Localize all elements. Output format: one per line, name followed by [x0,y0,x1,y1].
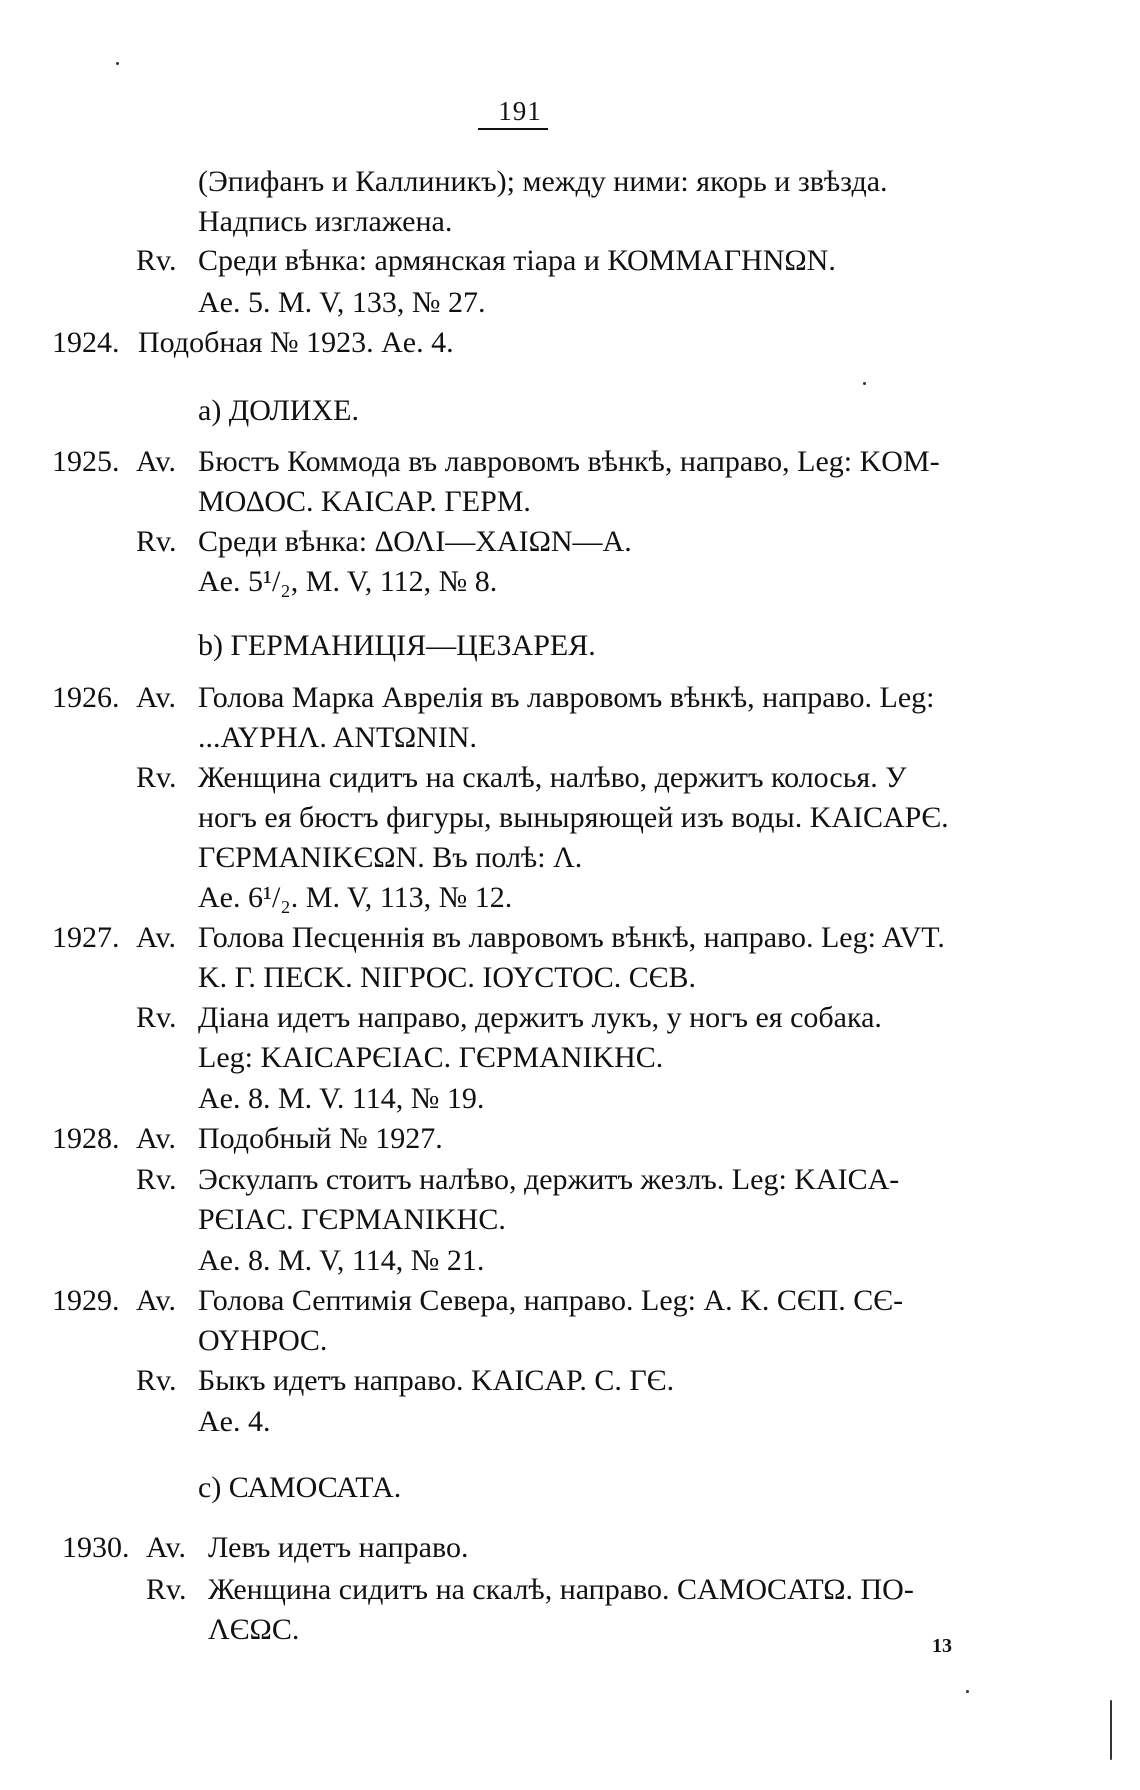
text-line: ногъ ея бюстъ фигуры, выныряющей изъ воды. ΚΑΙCΑΡЄ. [198,801,949,834]
scan-speck [116,62,119,65]
page-number: 191 [498,96,542,126]
reverse-label: Rv. [136,1163,177,1196]
text-line: Женщина сидитъ на скалѣ, направо. CΑΜΟCΑΤΩ. ΠΟ- [208,1573,914,1606]
text-line: Κ. Γ. ΠΕCΚ. ΝΙΓΡΟC. ΙΟΥCΤΟC. CЄΒ. [198,961,697,994]
reverse-label: Rv. [136,761,177,794]
obverse-label: Av. [136,1284,176,1317]
text-line: ΜΟΔΟC. ΚΑΙCΑΡ. ΓΕΡΜ. [198,485,531,518]
page-number-rule [478,128,548,130]
text-line: Бюстъ Коммода въ лавровомъ вѣнкѣ, направо, Leg: KOM- [198,445,940,478]
section-heading: a) ДОЛИХЕ. [198,394,359,427]
text-line: Ae. 6¹/₂. M. V, 113, № 12. [198,881,513,914]
text-line: Ae. 4. [198,1405,271,1438]
text-line: Среди вѣнка: армянская тіара и ΚΟΜΜΑΓΗΝΩΝ. [198,244,836,277]
text-line: Leg: ΚΑΙCΑΡЄΙΑC. ΓЄΡΜΑΝΙΚΗC. [198,1041,664,1074]
text-line: Ae. 5. M. V, 133, № 27. [198,286,486,319]
text-line: Діана идетъ направо, держитъ лукъ, у ногъ ея собака. [198,1001,882,1034]
reverse-label: Rv. [136,244,177,277]
reverse-label: Rv. [136,1364,177,1397]
obverse-label: Av. [136,445,176,478]
entry-number: 1929. [52,1284,120,1317]
text-line: Надпись изглажена. [198,205,453,238]
reverse-label: Rv. [146,1573,187,1606]
entry-number: 1924. [52,326,120,359]
text-line: Быкъ идетъ направо. ΚΑΙCΑΡ. C. ΓЄ. [198,1364,675,1397]
obverse-label: Av. [136,1122,176,1155]
text-line: Голова Септимія Севера, направо. Leg: Α. Κ. CЄΠ. CЄ- [198,1284,904,1317]
entry-number: 1928. [52,1122,120,1155]
obverse-label: Av. [146,1531,186,1564]
text-line: Женщина сидитъ на скалѣ, налѣво, держитъ колосья. У [198,761,907,794]
text-line: Среди вѣнка: ΔΟΛΙ—ΧΑΙΩΝ—Α. [198,525,632,558]
signature-mark: 13 [932,1635,952,1657]
text-line: ΡЄΙΑC. ΓЄΡΜΑΝΙΚΗC. [198,1203,506,1236]
text-line: Эскулапъ стоитъ налѣво, держитъ жезлъ. Leg: ΚΑΙCΑ- [198,1163,900,1196]
text-line: ...ΑΥΡΗΛ. ΑΝΤΩΝΙΝ. [198,721,477,754]
text-line: Ae. 8. M. V, 114, № 21. [198,1244,485,1277]
text-line: (Эпифанъ и Каллиникъ); между ними: якорь и звѣзда. [198,165,888,198]
text-line: Голова Песценнія въ лавровомъ вѣнкѣ, направо. Leg: AVT. [198,921,945,954]
section-heading: c) САМОСАТА. [198,1471,402,1504]
entry-number: 1930. [62,1531,130,1564]
entry-number: 1926. [52,681,120,714]
text-line: Голова Марка Аврелія въ лавровомъ вѣнкѣ, направо. Leg: [198,681,935,714]
scan-speck [966,1690,969,1693]
text-line: Подобная № 1923. Ae. 4. [138,326,454,359]
reverse-label: Rv. [136,525,177,558]
obverse-label: Av. [136,921,176,954]
text-line: ΓЄΡΜΑΝΙΚЄΩΝ. Въ полѣ: Λ. [198,841,583,874]
text-line: Ae. 8. M. V. 114, № 19. [198,1082,485,1115]
text-line: Подобный № 1927. [198,1122,443,1155]
scan-speck [863,382,866,385]
section-heading: b) ГЕРМАНИЦІЯ—ЦЕЗАРЕЯ. [198,629,596,662]
text-line: Левъ идетъ направо. [208,1531,469,1564]
text-line: ΟΥΗΡΟC. [198,1324,328,1357]
text-line: ΛЄΩC. [208,1613,300,1646]
entry-number: 1927. [52,921,120,954]
scan-edge-mark [1110,1700,1112,1760]
entry-number: 1925. [52,445,120,478]
text-line: Ae. 5¹/₂, M. V, 112, № 8. [198,565,498,598]
reverse-label: Rv. [136,1001,177,1034]
obverse-label: Av. [136,681,176,714]
